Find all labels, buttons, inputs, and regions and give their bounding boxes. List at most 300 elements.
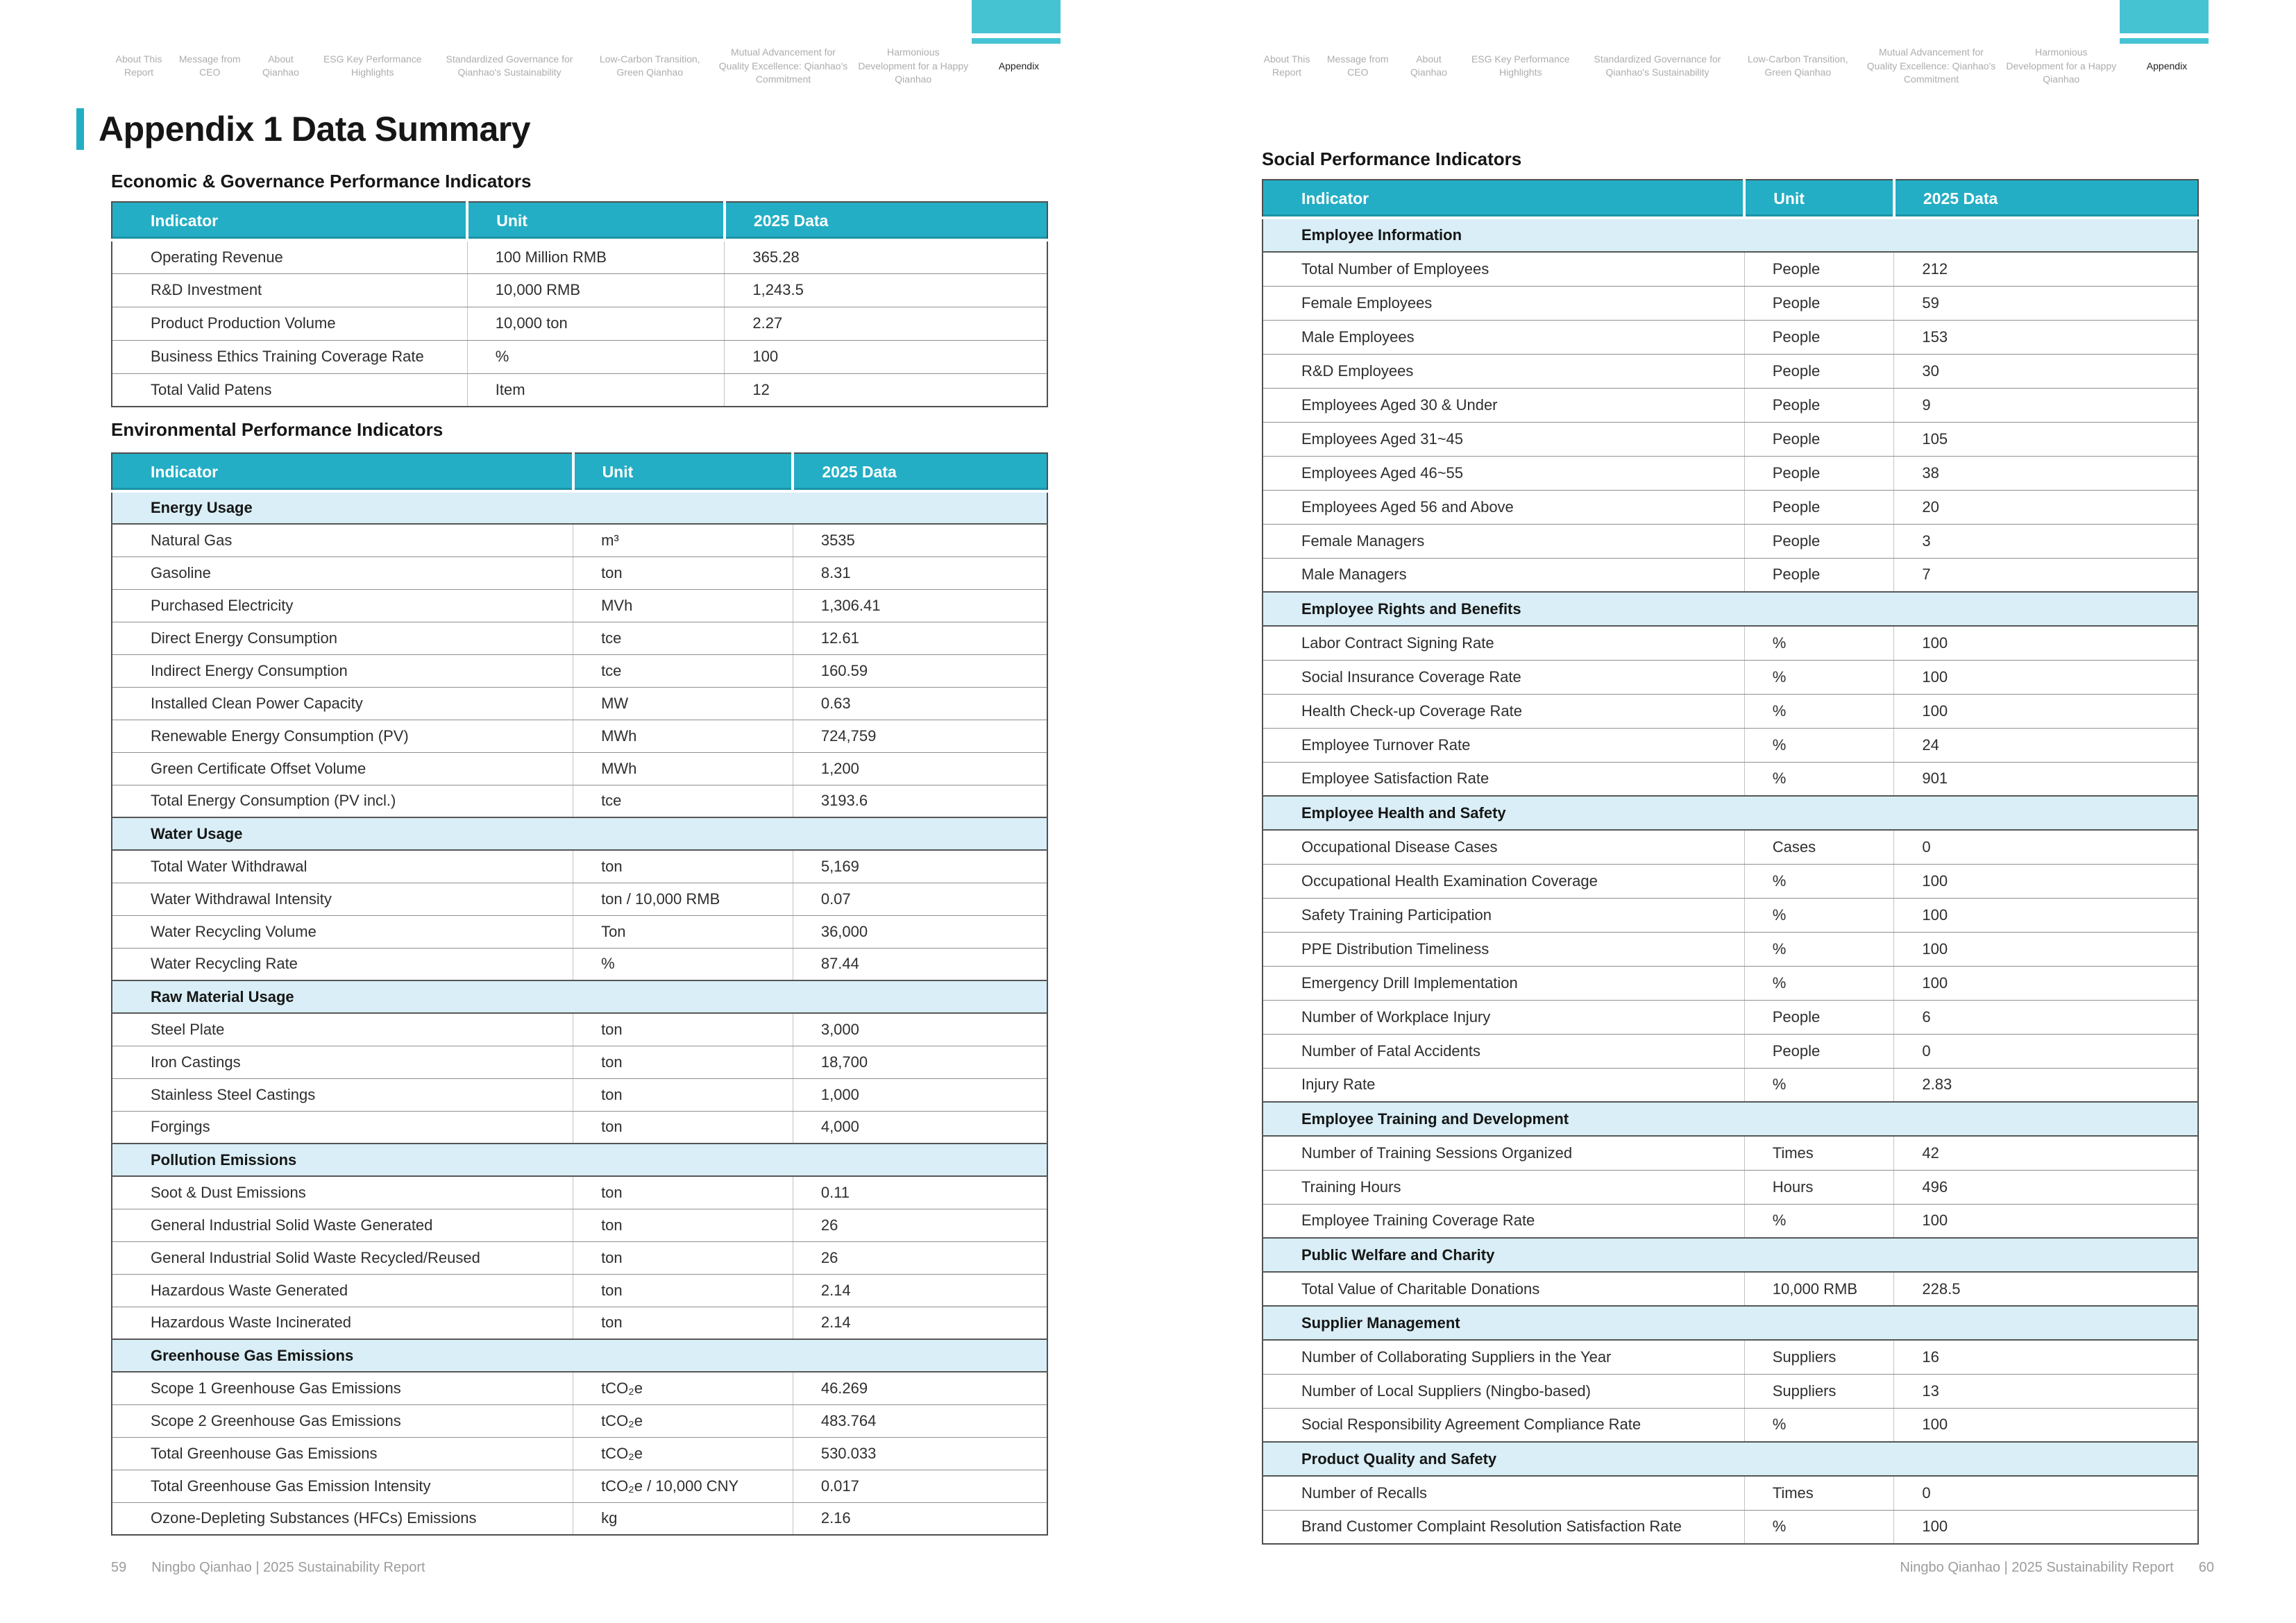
indicator-cell: Direct Energy Consumption xyxy=(112,622,573,654)
unit-cell: tCO₂e xyxy=(573,1437,793,1470)
table-row xyxy=(112,524,1047,556)
indicator-cell: Renewable Energy Consumption (PV) xyxy=(112,720,573,752)
table-row xyxy=(112,915,1047,948)
table-row xyxy=(112,1372,1047,1404)
table-row xyxy=(112,752,1047,785)
indicator-cell: Emergency Drill Implementation xyxy=(1263,966,1744,1000)
table-section-row xyxy=(112,1144,1047,1176)
page-footer xyxy=(1262,1560,2214,1576)
indicator-cell: Water Recycling Rate xyxy=(112,948,573,980)
value-cell: 100 xyxy=(1894,694,2198,728)
unit-cell: % xyxy=(1744,1408,1894,1442)
value-cell: 212 xyxy=(1894,252,2198,286)
unit-cell: ton xyxy=(573,1046,793,1078)
indicator-cell: Business Ethics Training Coverage Rate xyxy=(112,340,467,373)
indicator-cell: Male Managers xyxy=(1263,558,1744,592)
unit-cell: People xyxy=(1744,354,1894,388)
appendix-tab-indicator xyxy=(2120,0,2209,44)
nav-item-about-this-report[interactable]: About This Report xyxy=(115,53,162,78)
unit-cell: tCO₂e / 10,000 CNY xyxy=(573,1470,793,1502)
env-table xyxy=(111,452,1048,1536)
column-header: Indicator xyxy=(1263,180,1744,218)
unit-cell: tCO₂e xyxy=(573,1372,793,1404)
table-row xyxy=(1263,456,2198,490)
table-row xyxy=(112,785,1047,817)
value-cell: 38 xyxy=(1894,456,2198,490)
table-row xyxy=(112,883,1047,915)
indicator-cell: Number of Training Sessions Organized xyxy=(1263,1136,1744,1170)
table-row xyxy=(1263,1204,2198,1238)
value-cell: 100 xyxy=(725,340,1047,373)
indicator-cell: Total Valid Patens xyxy=(112,373,467,407)
unit-cell: 100 Million RMB xyxy=(467,240,725,273)
table-row xyxy=(112,373,1047,407)
top-nav xyxy=(1259,46,2209,87)
unit-cell: People xyxy=(1744,388,1894,422)
table-row xyxy=(1263,660,2198,694)
footer-text: Ningbo Qianhao | 2025 Sustainability Report xyxy=(1900,1560,2174,1575)
table-row xyxy=(1263,830,2198,864)
unit-cell: ton xyxy=(573,1241,793,1274)
value-cell: 18,700 xyxy=(793,1046,1047,1078)
value-cell: 7 xyxy=(1894,558,2198,592)
unit-cell: People xyxy=(1744,524,1894,558)
indicator-cell: R&D Employees xyxy=(1263,354,1744,388)
indicator-cell: Total Greenhouse Gas Emission Intensity xyxy=(112,1470,573,1502)
econ-table-heading: Economic & Governance Performance Indicators xyxy=(111,171,532,192)
value-cell: 1,000 xyxy=(793,1078,1047,1111)
table-row xyxy=(112,556,1047,589)
unit-cell: MWh xyxy=(573,752,793,785)
unit-cell: ton xyxy=(573,556,793,589)
table-row xyxy=(112,720,1047,752)
table-row xyxy=(112,273,1047,307)
value-cell: 46.269 xyxy=(793,1372,1047,1404)
unit-cell: Item xyxy=(467,373,725,407)
table-row xyxy=(112,654,1047,687)
indicator-cell: R&D Investment xyxy=(112,273,467,307)
indicator-cell: Scope 1 Greenhouse Gas Emissions xyxy=(112,1372,573,1404)
table-row xyxy=(112,1078,1047,1111)
table-row xyxy=(1263,1170,2198,1204)
value-cell: 3535 xyxy=(793,524,1047,556)
value-cell: 8.31 xyxy=(793,556,1047,589)
indicator-cell: Social Responsibility Agreement Compliance Rate xyxy=(1263,1408,1744,1442)
section-label: Greenhouse Gas Emissions xyxy=(112,1339,1047,1372)
value-cell: 100 xyxy=(1894,1204,2198,1238)
unit-cell: % xyxy=(573,948,793,980)
table-row xyxy=(112,1502,1047,1535)
env-table-heading: Environmental Performance Indicators xyxy=(111,419,444,440)
indicator-cell: Steel Plate xyxy=(112,1013,573,1046)
value-cell: 12.61 xyxy=(793,622,1047,654)
indicator-cell: Indirect Energy Consumption xyxy=(112,654,573,687)
title-accent-bar xyxy=(76,108,84,150)
table-row xyxy=(1263,898,2198,932)
column-header: Indicator xyxy=(112,202,467,240)
indicator-cell: Employee Satisfaction Rate xyxy=(1263,762,1744,796)
nav-item-standardized-governance-for-qianhao-s-sustainability[interactable]: Standardized Governance for Qianhao's Sustainability xyxy=(1594,53,1721,78)
indicator-cell: Social Insurance Coverage Rate xyxy=(1263,660,1744,694)
table-section-row xyxy=(1263,1306,2198,1340)
indicator-cell: Female Employees xyxy=(1263,286,1744,320)
table-row xyxy=(112,948,1047,980)
nav-item-message-from-ceo[interactable]: Message from CEO xyxy=(1326,53,1389,78)
indicator-cell: Scope 2 Greenhouse Gas Emissions xyxy=(112,1404,573,1437)
section-label: Pollution Emissions xyxy=(112,1144,1047,1176)
nav-item-standardized-governance-for-qianhao-s-sustainability[interactable]: Standardized Governance for Qianhao's Sustainability xyxy=(446,53,573,78)
table-row xyxy=(112,307,1047,340)
table-row xyxy=(112,1437,1047,1470)
value-cell: 228.5 xyxy=(1894,1272,2198,1306)
table-row xyxy=(112,1013,1047,1046)
unit-cell: % xyxy=(1744,932,1894,966)
table-row xyxy=(112,1209,1047,1241)
table-row xyxy=(1263,1068,2198,1102)
column-header: Unit xyxy=(573,453,793,491)
unit-cell: % xyxy=(467,340,725,373)
page-number: 60 xyxy=(2198,1560,2214,1575)
section-label: Employee Rights and Benefits xyxy=(1263,592,2198,626)
value-cell: 1,306.41 xyxy=(793,589,1047,622)
table-row xyxy=(112,622,1047,654)
value-cell: 0.11 xyxy=(793,1176,1047,1209)
unit-cell: % xyxy=(1744,864,1894,898)
table-row xyxy=(1263,728,2198,762)
section-label: Supplier Management xyxy=(1263,1306,2198,1340)
value-cell: 16 xyxy=(1894,1340,2198,1374)
value-cell: 9 xyxy=(1894,388,2198,422)
value-cell: 42 xyxy=(1894,1136,2198,1170)
unit-cell: People xyxy=(1744,422,1894,456)
table-row xyxy=(1263,1340,2198,1374)
page-title-row xyxy=(76,108,530,150)
section-label: Raw Material Usage xyxy=(112,980,1047,1013)
nav-item-message-from-ceo[interactable]: Message from CEO xyxy=(178,53,241,78)
indicator-cell: Female Managers xyxy=(1263,524,1744,558)
table-row xyxy=(1263,1510,2198,1544)
value-cell: 5,169 xyxy=(793,850,1047,883)
indicator-cell: Number of Local Suppliers (Ningbo-based) xyxy=(1263,1374,1744,1408)
indicator-cell: Brand Customer Complaint Resolution Satisfaction Rate xyxy=(1263,1510,1744,1544)
nav-item-about-this-report[interactable]: About This Report xyxy=(1263,53,1310,78)
table-row xyxy=(112,1404,1047,1437)
table-row xyxy=(1263,1272,2198,1306)
indicator-cell: Occupational Health Examination Coverage xyxy=(1263,864,1744,898)
table-section-row xyxy=(1263,796,2198,830)
indicator-cell: Installed Clean Power Capacity xyxy=(112,687,573,720)
table-section-row xyxy=(112,980,1047,1013)
unit-cell: % xyxy=(1744,626,1894,660)
unit-cell: kg xyxy=(573,1502,793,1535)
indicator-cell: Purchased Electricity xyxy=(112,589,573,622)
column-header: Unit xyxy=(1744,180,1894,218)
column-header: Unit xyxy=(467,202,725,240)
table-row xyxy=(112,1111,1047,1144)
unit-cell: MWh xyxy=(573,720,793,752)
table-row xyxy=(1263,286,2198,320)
value-cell: 2.14 xyxy=(793,1307,1047,1339)
value-cell: 0 xyxy=(1894,1034,2198,1068)
value-cell: 160.59 xyxy=(793,654,1047,687)
indicator-cell: Total Number of Employees xyxy=(1263,252,1744,286)
value-cell: 153 xyxy=(1894,320,2198,354)
indicator-cell: Employees Aged 56 and Above xyxy=(1263,490,1744,524)
table-row xyxy=(112,687,1047,720)
indicator-cell: Health Check-up Coverage Rate xyxy=(1263,694,1744,728)
econ-table xyxy=(111,201,1048,407)
unit-cell: Cases xyxy=(1744,830,1894,864)
value-cell: 59 xyxy=(1894,286,2198,320)
table-section-row xyxy=(1263,592,2198,626)
indicator-cell: Employee Training Coverage Rate xyxy=(1263,1204,1744,1238)
value-cell: 2.83 xyxy=(1894,1068,2198,1102)
indicator-cell: Labor Contract Signing Rate xyxy=(1263,626,1744,660)
value-cell: 530.033 xyxy=(793,1437,1047,1470)
value-cell: 100 xyxy=(1894,864,2198,898)
unit-cell: tce xyxy=(573,654,793,687)
appendix-tab-block xyxy=(2120,0,2209,33)
page-number: 59 xyxy=(111,1560,127,1575)
section-label: Energy Usage xyxy=(112,491,1047,524)
indicator-cell: Occupational Disease Cases xyxy=(1263,830,1744,864)
table-row xyxy=(112,850,1047,883)
unit-cell: Suppliers xyxy=(1744,1340,1894,1374)
unit-cell: Times xyxy=(1744,1476,1894,1510)
unit-cell: ton xyxy=(573,1111,793,1144)
unit-cell: tce xyxy=(573,785,793,817)
table-section-row xyxy=(112,491,1047,524)
indicator-cell: Total Water Withdrawal xyxy=(112,850,573,883)
table-row xyxy=(1263,354,2198,388)
table-row xyxy=(1263,1136,2198,1170)
unit-cell: ton xyxy=(573,1013,793,1046)
indicator-cell: General Industrial Solid Waste Recycled/Reused xyxy=(112,1241,573,1274)
value-cell: 901 xyxy=(1894,762,2198,796)
value-cell: 100 xyxy=(1894,626,2198,660)
table-row xyxy=(1263,252,2198,286)
appendix-tab-underline xyxy=(972,38,1061,44)
indicator-cell: Number of Fatal Accidents xyxy=(1263,1034,1744,1068)
indicator-cell: Hazardous Waste Incinerated xyxy=(112,1307,573,1339)
value-cell: 100 xyxy=(1894,932,2198,966)
table-row xyxy=(1263,1034,2198,1068)
unit-cell: m³ xyxy=(573,524,793,556)
nav-item-harmonious-development-for-a-happy-qianhao[interactable]: Harmonious Development for a Happy Qianhao xyxy=(2006,46,2117,85)
unit-cell: tCO₂e xyxy=(573,1404,793,1437)
indicator-cell: Safety Training Participation xyxy=(1263,898,1744,932)
unit-cell: % xyxy=(1744,898,1894,932)
table-row xyxy=(1263,1408,2198,1442)
unit-cell: Hours xyxy=(1744,1170,1894,1204)
unit-cell: People xyxy=(1744,490,1894,524)
nav-item-mutual-advancement-for-quality-excellence-qianhao-s-commitment[interactable]: Mutual Advancement for Quality Excellence: Qianhao's Commitment xyxy=(1866,46,1996,85)
value-cell: 0.63 xyxy=(793,687,1047,720)
indicator-cell: Iron Castings xyxy=(112,1046,573,1078)
table-section-row xyxy=(112,817,1047,850)
unit-cell: % xyxy=(1744,1068,1894,1102)
indicator-cell: Employee Turnover Rate xyxy=(1263,728,1744,762)
table-section-row xyxy=(112,1339,1047,1372)
indicator-cell: Natural Gas xyxy=(112,524,573,556)
value-cell: 100 xyxy=(1894,898,2198,932)
nav-item-about-qianhao[interactable]: About Qianhao xyxy=(262,53,299,78)
value-cell: 0.017 xyxy=(793,1470,1047,1502)
table-row xyxy=(1263,626,2198,660)
unit-cell: ton xyxy=(573,1307,793,1339)
value-cell: 20 xyxy=(1894,490,2198,524)
nav-item-about-qianhao[interactable]: About Qianhao xyxy=(1410,53,1447,78)
value-cell: 1,243.5 xyxy=(725,273,1047,307)
table-row xyxy=(1263,524,2198,558)
nav-item-appendix[interactable]: Appendix xyxy=(2146,60,2188,71)
value-cell: 483.764 xyxy=(793,1404,1047,1437)
value-cell: 30 xyxy=(1894,354,2198,388)
indicator-cell: Soot & Dust Emissions xyxy=(112,1176,573,1209)
value-cell: 105 xyxy=(1894,422,2198,456)
table-header-row xyxy=(1263,180,2198,218)
nav-item-harmonious-development-for-a-happy-qianhao[interactable]: Harmonious Development for a Happy Qianhao xyxy=(858,46,969,85)
table-row xyxy=(112,1241,1047,1274)
value-cell: 365.28 xyxy=(725,240,1047,273)
column-header: 2025 Data xyxy=(1894,180,2198,218)
value-cell: 2.16 xyxy=(793,1502,1047,1535)
section-label: Public Welfare and Charity xyxy=(1263,1238,2198,1272)
unit-cell: People xyxy=(1744,456,1894,490)
unit-cell: % xyxy=(1744,966,1894,1000)
table-row xyxy=(1263,864,2198,898)
indicator-cell: Number of Recalls xyxy=(1263,1476,1744,1510)
unit-cell: Suppliers xyxy=(1744,1374,1894,1408)
indicator-cell: Total Energy Consumption (PV incl.) xyxy=(112,785,573,817)
table-row xyxy=(1263,1476,2198,1510)
value-cell: 12 xyxy=(725,373,1047,407)
social-table-heading: Social Performance Indicators xyxy=(1262,148,1522,169)
table-row xyxy=(112,589,1047,622)
unit-cell: 10,000 RMB xyxy=(1744,1272,1894,1306)
indicator-cell: Total Greenhouse Gas Emissions xyxy=(112,1437,573,1470)
unit-cell: % xyxy=(1744,1510,1894,1544)
top-nav xyxy=(111,46,1061,87)
nav-item-esg-key-performance-highlights[interactable]: ESG Key Performance Highlights xyxy=(323,53,422,78)
unit-cell: People xyxy=(1744,320,1894,354)
unit-cell: People xyxy=(1744,286,1894,320)
unit-cell: ton xyxy=(573,1209,793,1241)
value-cell: 26 xyxy=(793,1209,1047,1241)
indicator-cell: Gasoline xyxy=(112,556,573,589)
unit-cell: ton / 10,000 RMB xyxy=(573,883,793,915)
unit-cell: ton xyxy=(573,850,793,883)
indicator-cell: Employees Aged 31~45 xyxy=(1263,422,1744,456)
indicator-cell: Number of Workplace Injury xyxy=(1263,1000,1744,1034)
value-cell: 3193.6 xyxy=(793,785,1047,817)
table-row xyxy=(1263,966,2198,1000)
table-row xyxy=(1263,388,2198,422)
table-row xyxy=(1263,932,2198,966)
column-header: Indicator xyxy=(112,453,573,491)
section-label: Product Quality and Safety xyxy=(1263,1442,2198,1476)
table-header-row xyxy=(112,453,1047,491)
table-row xyxy=(1263,320,2198,354)
value-cell: 3 xyxy=(1894,524,2198,558)
indicator-cell: PPE Distribution Timeliness xyxy=(1263,932,1744,966)
value-cell: 1,200 xyxy=(793,752,1047,785)
table-section-row xyxy=(1263,1238,2198,1272)
table-row xyxy=(1263,558,2198,592)
appendix-tab-underline xyxy=(2120,38,2209,44)
table-header-row xyxy=(112,202,1047,240)
nav-item-appendix[interactable]: Appendix xyxy=(998,60,1040,71)
table-row xyxy=(112,1046,1047,1078)
indicator-cell: General Industrial Solid Waste Generated xyxy=(112,1209,573,1241)
table-section-row xyxy=(1263,218,2198,252)
unit-cell: People xyxy=(1744,1034,1894,1068)
indicator-cell: Product Production Volume xyxy=(112,307,467,340)
section-label: Water Usage xyxy=(112,817,1047,850)
indicator-cell: Water Recycling Volume xyxy=(112,915,573,948)
unit-cell: Times xyxy=(1744,1136,1894,1170)
unit-cell: ton xyxy=(573,1078,793,1111)
table-row xyxy=(112,340,1047,373)
indicator-cell: Number of Collaborating Suppliers in the Year xyxy=(1263,1340,1744,1374)
value-cell: 100 xyxy=(1894,1510,2198,1544)
indicator-cell: Stainless Steel Castings xyxy=(112,1078,573,1111)
unit-cell: MVh xyxy=(573,589,793,622)
page-title: Appendix 1 Data Summary xyxy=(99,110,531,148)
value-cell: 2.14 xyxy=(793,1274,1047,1307)
unit-cell: % xyxy=(1744,694,1894,728)
table-row xyxy=(1263,422,2198,456)
value-cell: 0 xyxy=(1894,1476,2198,1510)
value-cell: 26 xyxy=(793,1241,1047,1274)
indicator-cell: Water Withdrawal Intensity xyxy=(112,883,573,915)
table-row xyxy=(112,1470,1047,1502)
nav-item-esg-key-performance-highlights[interactable]: ESG Key Performance Highlights xyxy=(1471,53,1570,78)
value-cell: 13 xyxy=(1894,1374,2198,1408)
indicator-cell: Injury Rate xyxy=(1263,1068,1744,1102)
indicator-cell: Total Value of Charitable Donations xyxy=(1263,1272,1744,1306)
indicator-cell: Male Employees xyxy=(1263,320,1744,354)
table-row xyxy=(112,240,1047,273)
indicator-cell: Green Certificate Offset Volume xyxy=(112,752,573,785)
column-header: 2025 Data xyxy=(725,202,1047,240)
unit-cell: % xyxy=(1744,762,1894,796)
appendix-tab-indicator xyxy=(972,0,1061,44)
nav-item-mutual-advancement-for-quality-excellence-qianhao-s-commitment[interactable]: Mutual Advancement for Quality Excellence: Qianhao's Commitment xyxy=(718,46,848,85)
unit-cell: 10,000 ton xyxy=(467,307,725,340)
indicator-cell: Forgings xyxy=(112,1111,573,1144)
indicator-cell: Ozone-Depleting Substances (HFCs) Emissions xyxy=(112,1502,573,1535)
indicator-cell: Employees Aged 46~55 xyxy=(1263,456,1744,490)
value-cell: 4,000 xyxy=(793,1111,1047,1144)
unit-cell: % xyxy=(1744,728,1894,762)
value-cell: 3,000 xyxy=(793,1013,1047,1046)
value-cell: 87.44 xyxy=(793,948,1047,980)
value-cell: 0.07 xyxy=(793,883,1047,915)
value-cell: 496 xyxy=(1894,1170,2198,1204)
column-header: 2025 Data xyxy=(793,453,1047,491)
unit-cell: ton xyxy=(573,1176,793,1209)
appendix-tab-block xyxy=(972,0,1061,33)
section-label: Employee Health and Safety xyxy=(1263,796,2198,830)
table-row xyxy=(112,1274,1047,1307)
nav-item-low-carbon-transition-green-qianhao[interactable]: Low-Carbon Transition, Green Qianhao xyxy=(1747,53,1848,78)
nav-item-low-carbon-transition-green-qianhao[interactable]: Low-Carbon Transition, Green Qianhao xyxy=(599,53,700,78)
value-cell: 2.27 xyxy=(725,307,1047,340)
indicator-cell: Employees Aged 30 & Under xyxy=(1263,388,1744,422)
value-cell: 24 xyxy=(1894,728,2198,762)
table-row xyxy=(112,1176,1047,1209)
